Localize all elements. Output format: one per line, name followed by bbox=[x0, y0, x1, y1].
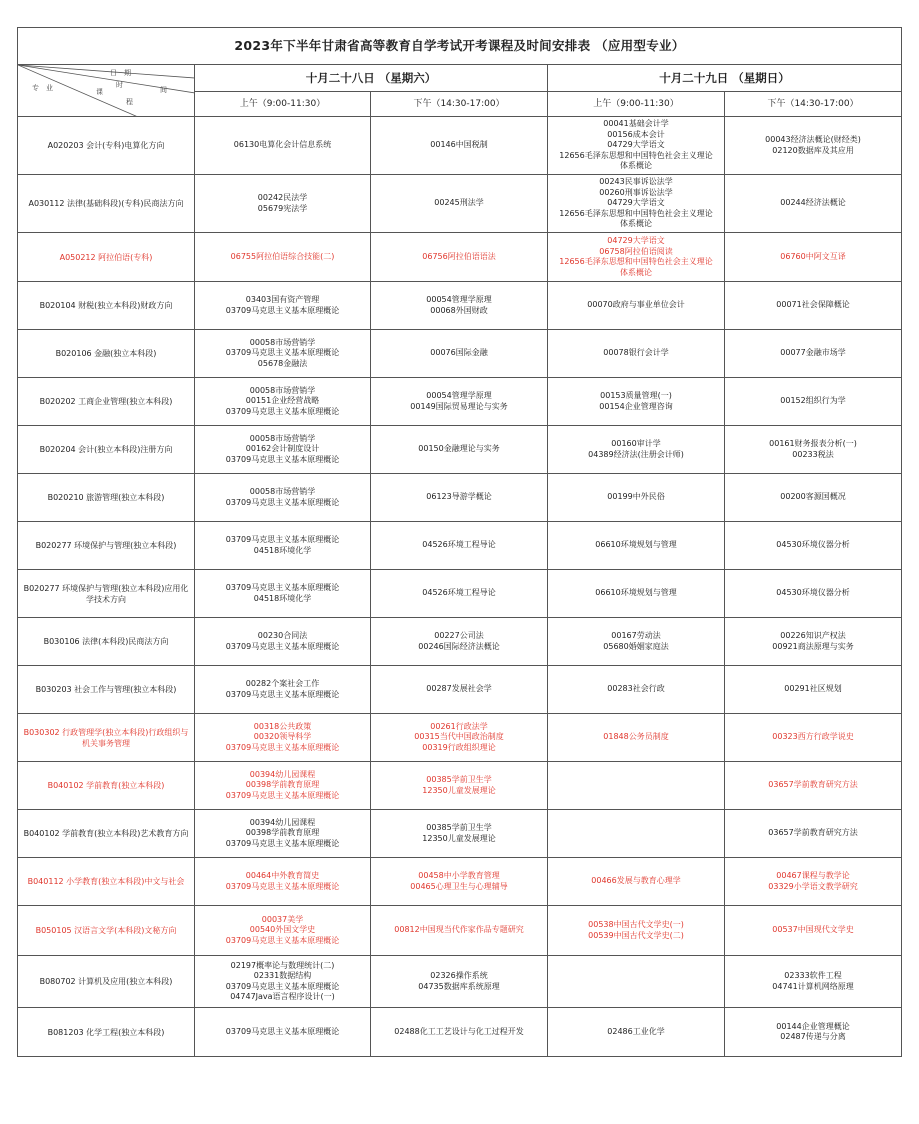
table-row bbox=[18, 117, 902, 175]
table-row bbox=[18, 426, 902, 474]
major-cell: B030302 行政管理学(独立本科段)行政组织与机关事务管理 bbox=[18, 714, 195, 762]
day1-morning-cell bbox=[195, 282, 371, 330]
course-entry: 00282个案社会工作 bbox=[245, 679, 320, 688]
course-entry: 06756阿拉伯语语法 bbox=[422, 251, 496, 261]
course-entry: 00464中外教育简史 bbox=[245, 871, 320, 880]
day1-afternoon-cell bbox=[371, 426, 548, 474]
day2-morning-cell bbox=[548, 666, 725, 714]
course-entry: 03709马克思主义基本原理概论 bbox=[225, 742, 340, 752]
course-entry: 02487传递与分离 bbox=[780, 1032, 846, 1041]
course-entry: 00394幼儿园课程 bbox=[249, 817, 316, 827]
table-row bbox=[18, 1008, 902, 1057]
table-row bbox=[18, 762, 902, 810]
course-entry: 03709马克思主义基本原理概论 bbox=[225, 838, 340, 848]
day2-morning-cell bbox=[548, 233, 725, 282]
day2-morning-cell bbox=[548, 1008, 725, 1057]
course-entry: 00070政府与事业单位会计 bbox=[587, 300, 685, 310]
day2-morning-cell bbox=[548, 956, 725, 1008]
day1-morning-cell bbox=[195, 956, 371, 1008]
course-entry: 00150金融理论与实务 bbox=[418, 444, 500, 454]
day2-morning-cell bbox=[548, 714, 725, 762]
course-entry: 03709马克思主义基本原理概论 bbox=[225, 454, 340, 464]
day1-morning-cell bbox=[195, 378, 371, 426]
course-entry: 00151企业经营战略 bbox=[245, 396, 320, 406]
day2-morning-cell bbox=[548, 330, 725, 378]
day1-morning-cell bbox=[195, 233, 371, 282]
course-entry: 03709马克思主义基本原理概论 bbox=[225, 881, 340, 891]
table-row bbox=[18, 666, 902, 714]
course-entry: 00540外国文学史 bbox=[249, 925, 316, 935]
day2-morning-header: 上午（9:00-11:30） bbox=[548, 92, 725, 117]
day2-morning-cell bbox=[548, 175, 725, 233]
page-title: 2023年下半年甘肃省高等教育自学考试开考课程及时间安排表 （应用型专业） bbox=[18, 28, 902, 65]
course-entry: 03709马克思主义基本原理概论 bbox=[225, 497, 340, 507]
course-entry: 03709马克思主义基本原理概论 bbox=[225, 641, 340, 651]
table-row bbox=[18, 282, 902, 330]
day1-afternoon-cell bbox=[371, 474, 548, 522]
course-entry: 04518环境化学 bbox=[253, 593, 312, 603]
day2-morning-cell bbox=[548, 810, 725, 858]
course-entry: 00921商法原理与实务 bbox=[772, 641, 854, 651]
day2-afternoon-cell bbox=[725, 858, 902, 906]
course-entry: 00162会计制度设计 bbox=[245, 444, 320, 454]
day2-afternoon-cell bbox=[725, 282, 902, 330]
course-entry: 00244经济法概论 bbox=[780, 198, 846, 208]
day1-afternoon-cell bbox=[371, 618, 548, 666]
course-entry: 00315当代中国政治制度 bbox=[414, 732, 504, 742]
exam-schedule-table bbox=[17, 27, 902, 1057]
course-entry: 00385学前卫生学 bbox=[426, 823, 492, 832]
day1-morning-cell bbox=[195, 714, 371, 762]
table-row bbox=[18, 474, 902, 522]
day1-afternoon-cell bbox=[371, 233, 548, 282]
day2-morning-cell bbox=[548, 570, 725, 618]
course-entry: 05678金融法 bbox=[257, 358, 308, 368]
course-entry: 02333软件工程 bbox=[784, 971, 842, 980]
corner-date-label: 日 期 bbox=[110, 69, 131, 77]
course-entry: 00261行政法学 bbox=[430, 721, 488, 731]
major-cell: B020104 财税(独立本科段)财政方向 bbox=[18, 282, 195, 330]
day1-morning-cell bbox=[195, 426, 371, 474]
course-entry: 00227公司法 bbox=[434, 631, 484, 640]
course-entry: 04530环境仪器分析 bbox=[776, 588, 850, 598]
course-entry: 00146中国税制 bbox=[430, 140, 488, 150]
course-entry: 00071社会保障概论 bbox=[776, 300, 850, 310]
course-entry: 02197概率论与数理统计(二) bbox=[230, 960, 335, 970]
corner-course2-label: 程 bbox=[126, 98, 133, 106]
day1-afternoon-cell bbox=[371, 714, 548, 762]
course-entry: 00398学前教育原理 bbox=[245, 780, 320, 790]
course-entry: 00538中国古代文学史(一) bbox=[588, 920, 684, 929]
course-entry: 04530环境仪器分析 bbox=[776, 540, 850, 550]
day2-morning-cell bbox=[548, 762, 725, 810]
corner-header bbox=[18, 65, 195, 117]
course-entry: 00058市场营销学 bbox=[249, 433, 316, 443]
course-entry: 12350儿童发展理论 bbox=[422, 785, 496, 795]
day2-header: 十月二十九日 （星期日） bbox=[548, 65, 902, 92]
course-entry: 00466发展与教育心理学 bbox=[591, 876, 681, 886]
major-cell: B080702 计算机及应用(独立本科段) bbox=[18, 956, 195, 1008]
course-entry: 00242民法学 bbox=[257, 193, 308, 202]
course-entry: 00154企业管理咨询 bbox=[599, 401, 673, 411]
course-entry: 03709马克思主义基本原理概论 bbox=[225, 535, 340, 544]
day1-afternoon-cell bbox=[371, 666, 548, 714]
course-entry: 00043经济法概论(财经类) bbox=[765, 135, 861, 144]
course-entry: 03657学前教育研究方法 bbox=[768, 828, 858, 838]
table-row bbox=[18, 175, 902, 233]
course-entry: 00394幼儿园课程 bbox=[249, 769, 316, 779]
day2-afternoon-cell bbox=[725, 233, 902, 282]
major-cell: B020202 工商企业管理(独立本科段) bbox=[18, 378, 195, 426]
day2-morning-cell bbox=[548, 858, 725, 906]
course-entry: 06610环境规划与管理 bbox=[595, 588, 677, 598]
course-entry: 04729大学语文 bbox=[607, 198, 665, 208]
day2-morning-cell bbox=[548, 474, 725, 522]
course-entry: 12656毛泽东思想和中国特色社会主义理论 bbox=[559, 257, 713, 266]
course-entry: 00078银行会计学 bbox=[603, 348, 669, 358]
major-cell: B030106 法律(本科段)民商法方向 bbox=[18, 618, 195, 666]
course-entry: 12656毛泽东思想和中国特色社会主义理论 bbox=[559, 208, 713, 218]
day2-afternoon-cell bbox=[725, 330, 902, 378]
day1-afternoon-cell bbox=[371, 570, 548, 618]
course-entry: 00398学前教育原理 bbox=[245, 828, 320, 838]
course-entry: 00458中小学教育管理 bbox=[418, 871, 500, 880]
course-entry: 03709马克思主义基本原理概论 bbox=[225, 981, 340, 991]
course-entry: 04741计算机网络原理 bbox=[772, 981, 854, 991]
major-cell: B040102 学前教育(独立本科段)艺术教育方向 bbox=[18, 810, 195, 858]
course-entry: 00160审计学 bbox=[611, 439, 661, 448]
major-cell: B020277 环境保护与管理(独立本科段) bbox=[18, 522, 195, 570]
table-row bbox=[18, 714, 902, 762]
day1-morning-cell bbox=[195, 762, 371, 810]
course-entry: 03709马克思主义基本原理概论 bbox=[225, 689, 340, 699]
course-entry: 05679宪法学 bbox=[257, 203, 308, 213]
course-entry: 04729大学语文 bbox=[607, 140, 665, 150]
day1-morning-cell bbox=[195, 858, 371, 906]
major-cell: B081203 化学工程(独立本科段) bbox=[18, 1008, 195, 1057]
day2-afternoon-cell bbox=[725, 666, 902, 714]
major-cell: A020203 会计(专科)电算化方向 bbox=[18, 117, 195, 175]
day2-afternoon-header: 下午（14:30-17:00） bbox=[725, 92, 902, 117]
table-row bbox=[18, 378, 902, 426]
course-entry: 体系概论 bbox=[620, 267, 652, 277]
day2-afternoon-cell bbox=[725, 474, 902, 522]
table-row bbox=[18, 618, 902, 666]
major-cell: B020106 金融(独立本科段) bbox=[18, 330, 195, 378]
table-row bbox=[18, 810, 902, 858]
day1-morning-cell bbox=[195, 666, 371, 714]
course-entry: 体系概论 bbox=[620, 161, 652, 171]
course-entry: 03709马克思主义基本原理概论 bbox=[225, 348, 340, 358]
day1-morning-cell bbox=[195, 906, 371, 956]
course-entry: 00068外国财政 bbox=[430, 305, 488, 315]
table-row bbox=[18, 858, 902, 906]
day2-afternoon-cell bbox=[725, 570, 902, 618]
course-entry: 03709马克思主义基本原理概论 bbox=[225, 583, 340, 592]
table-row bbox=[18, 570, 902, 618]
day2-morning-cell bbox=[548, 618, 725, 666]
course-entry: 00167劳动法 bbox=[611, 631, 661, 640]
day2-morning-cell bbox=[548, 378, 725, 426]
table-row bbox=[18, 522, 902, 570]
course-entry: 00539中国古代文学史(二) bbox=[588, 930, 684, 940]
course-entry: 00319行政组织理论 bbox=[422, 742, 496, 752]
course-entry: 00161财务报表分析(一) bbox=[769, 439, 857, 448]
day1-morning-cell bbox=[195, 810, 371, 858]
course-entry: 00246国际经济法概论 bbox=[418, 641, 500, 651]
day2-afternoon-cell bbox=[725, 810, 902, 858]
course-entry: 02120数据库及其应用 bbox=[772, 145, 854, 155]
day1-afternoon-cell bbox=[371, 858, 548, 906]
course-entry: 体系概论 bbox=[620, 219, 652, 229]
course-entry: 06755阿拉伯语综合技能(二) bbox=[230, 251, 335, 261]
course-entry: 00291社区规划 bbox=[784, 684, 842, 694]
course-entry: 00287发展社会学 bbox=[426, 684, 492, 694]
course-entry: 00226知识产权法 bbox=[780, 631, 846, 640]
day1-morning-cell bbox=[195, 175, 371, 233]
course-entry: 03709马克思主义基本原理概论 bbox=[225, 935, 340, 945]
course-entry: 00323西方行政学说史 bbox=[772, 732, 854, 742]
major-cell: B020277 环境保护与管理(独立本科段)应用化学技术方向 bbox=[18, 570, 195, 618]
corner-major-label: 专 业 bbox=[32, 84, 53, 92]
day1-afternoon-cell bbox=[371, 378, 548, 426]
day2-morning-cell bbox=[548, 117, 725, 175]
major-cell: B050105 汉语言文学(本科段)文秘方向 bbox=[18, 906, 195, 956]
table-row bbox=[18, 906, 902, 956]
day1-afternoon-cell bbox=[371, 175, 548, 233]
course-entry: 00230合同法 bbox=[257, 631, 308, 640]
major-cell: A050212 阿拉伯语(专科) bbox=[18, 233, 195, 282]
course-entry: 00152组织行为学 bbox=[780, 396, 846, 406]
day1-afternoon-cell bbox=[371, 906, 548, 956]
course-entry: 04389经济法(注册会计师) bbox=[588, 449, 684, 459]
course-entry: 00149国际贸易理论与实务 bbox=[410, 401, 508, 411]
course-entry: 00467课程与教学论 bbox=[776, 871, 850, 880]
course-entry: 03709马克思主义基本原理概论 bbox=[225, 1026, 340, 1036]
day1-afternoon-cell bbox=[371, 330, 548, 378]
course-entry: 02486工业化学 bbox=[607, 1026, 665, 1036]
day1-afternoon-cell bbox=[371, 810, 548, 858]
day2-morning-cell bbox=[548, 426, 725, 474]
day2-afternoon-cell bbox=[725, 175, 902, 233]
course-entry: 05680婚姻家庭法 bbox=[603, 641, 669, 651]
course-entry: 00077金融市场学 bbox=[780, 348, 846, 358]
course-entry: 00243民事诉讼法学 bbox=[599, 177, 673, 187]
table-row bbox=[18, 956, 902, 1008]
course-entry: 00156成本会计 bbox=[607, 129, 665, 139]
course-entry: 00318公共政策 bbox=[253, 721, 312, 731]
day2-afternoon-cell bbox=[725, 522, 902, 570]
major-cell: B030203 社会工作与管理(独立本科段) bbox=[18, 666, 195, 714]
course-entry: 03403国有资产管理 bbox=[245, 295, 320, 304]
course-entry: 00199中外民俗 bbox=[607, 492, 665, 502]
day1-morning-cell bbox=[195, 570, 371, 618]
course-entry: 00054管理学原理 bbox=[426, 391, 492, 400]
day2-afternoon-cell bbox=[725, 117, 902, 175]
course-entry: 00385学前卫生学 bbox=[426, 775, 492, 784]
table-row bbox=[18, 330, 902, 378]
course-entry: 03709马克思主义基本原理概论 bbox=[225, 790, 340, 800]
day2-afternoon-cell bbox=[725, 426, 902, 474]
major-cell: B020210 旅游管理(独立本科段) bbox=[18, 474, 195, 522]
course-entry: 01848公务员制度 bbox=[603, 732, 669, 742]
day1-morning-cell bbox=[195, 522, 371, 570]
course-entry: 00144企业管理概论 bbox=[776, 1021, 850, 1031]
day1-afternoon-cell bbox=[371, 522, 548, 570]
day1-morning-cell bbox=[195, 618, 371, 666]
course-entry: 03709马克思主义基本原理概论 bbox=[225, 406, 340, 416]
course-entry: 12350儿童发展理论 bbox=[422, 833, 496, 843]
course-entry: 00054管理学原理 bbox=[426, 295, 492, 304]
course-entry: 00812中国现当代作家作品专题研究 bbox=[394, 925, 524, 935]
course-entry: 04518环境化学 bbox=[253, 545, 312, 555]
day1-afternoon-cell bbox=[371, 282, 548, 330]
course-entry: 00076国际金融 bbox=[430, 348, 488, 358]
course-entry: 06758阿拉伯语阅读 bbox=[599, 246, 673, 256]
course-entry: 00058市场营销学 bbox=[249, 487, 316, 496]
day2-afternoon-cell bbox=[725, 378, 902, 426]
course-entry: 02488化工工艺设计与化工过程开发 bbox=[394, 1026, 524, 1036]
major-cell: A030112 法律(基础科段)(专科)民商法方向 bbox=[18, 175, 195, 233]
course-entry: 12656毛泽东思想和中国特色社会主义理论 bbox=[559, 150, 713, 160]
course-entry: 00153质量管理(一) bbox=[600, 391, 672, 400]
major-cell: B040102 学前教育(独立本科段) bbox=[18, 762, 195, 810]
day2-morning-cell bbox=[548, 282, 725, 330]
course-entry: 00320领导科学 bbox=[253, 732, 312, 742]
course-entry: 04526环境工程导论 bbox=[422, 540, 496, 550]
day2-afternoon-cell bbox=[725, 618, 902, 666]
day1-morning-cell bbox=[195, 474, 371, 522]
course-entry: 06760中阿文互译 bbox=[780, 251, 846, 261]
day1-afternoon-cell bbox=[371, 762, 548, 810]
day2-afternoon-cell bbox=[725, 762, 902, 810]
course-entry: 02326操作系统 bbox=[430, 971, 488, 980]
course-entry: 00233税法 bbox=[792, 449, 834, 459]
course-entry: 00465心理卫生与心理辅导 bbox=[410, 881, 508, 891]
table-row bbox=[18, 233, 902, 282]
course-entry: 03657学前教育研究方法 bbox=[768, 780, 858, 790]
corner-course-label: 课 bbox=[96, 88, 103, 96]
course-entry: 06130电算化会计信息系统 bbox=[233, 140, 332, 150]
day1-afternoon-cell bbox=[371, 1008, 548, 1057]
course-entry: 04747Java语言程序设计(一) bbox=[230, 992, 335, 1001]
major-cell: B040112 小学教育(独立本科段)中文与社会 bbox=[18, 858, 195, 906]
major-cell: B020204 会计(独立本科段)注册方向 bbox=[18, 426, 195, 474]
course-entry: 00200客源国概况 bbox=[780, 492, 846, 502]
course-entry: 00058市场营销学 bbox=[249, 385, 316, 395]
day1-morning-cell bbox=[195, 1008, 371, 1057]
day1-morning-cell bbox=[195, 330, 371, 378]
day2-afternoon-cell bbox=[725, 714, 902, 762]
day1-afternoon-header: 下午（14:30-17:00） bbox=[371, 92, 548, 117]
day1-morning-header: 上午（9:00-11:30） bbox=[195, 92, 371, 117]
corner-time-label: 时 bbox=[116, 81, 123, 89]
course-entry: 00058市场营销学 bbox=[249, 337, 316, 347]
course-entry: 06123导游学概论 bbox=[426, 492, 492, 502]
course-entry: 00037美学 bbox=[261, 914, 304, 924]
course-entry: 03709马克思主义基本原理概论 bbox=[225, 305, 340, 315]
day1-afternoon-cell bbox=[371, 117, 548, 175]
day1-header: 十月二十八日 （星期六） bbox=[195, 65, 548, 92]
day2-morning-cell bbox=[548, 906, 725, 956]
course-entry: 00245刑法学 bbox=[434, 198, 484, 208]
course-entry: 06610环境规划与管理 bbox=[595, 540, 677, 550]
course-entry: 04526环境工程导论 bbox=[422, 588, 496, 598]
day2-afternoon-cell bbox=[725, 906, 902, 956]
day2-afternoon-cell bbox=[725, 956, 902, 1008]
course-entry: 00537中国现代文学史 bbox=[772, 925, 854, 935]
day1-afternoon-cell bbox=[371, 956, 548, 1008]
day1-morning-cell bbox=[195, 117, 371, 175]
course-entry: 04735数据库系统原理 bbox=[418, 981, 500, 991]
course-entry: 00283社会行政 bbox=[607, 684, 665, 694]
course-entry: 03329小学语文教学研究 bbox=[768, 881, 858, 891]
corner-interval-label: 间 bbox=[160, 86, 167, 94]
day2-morning-cell bbox=[548, 522, 725, 570]
course-entry: 02331数据结构 bbox=[253, 971, 312, 980]
course-entry: 04729大学语文 bbox=[607, 236, 665, 245]
course-entry: 00260刑事诉讼法学 bbox=[599, 187, 673, 197]
course-entry: 00041基础会计学 bbox=[603, 119, 669, 129]
day2-afternoon-cell bbox=[725, 1008, 902, 1057]
